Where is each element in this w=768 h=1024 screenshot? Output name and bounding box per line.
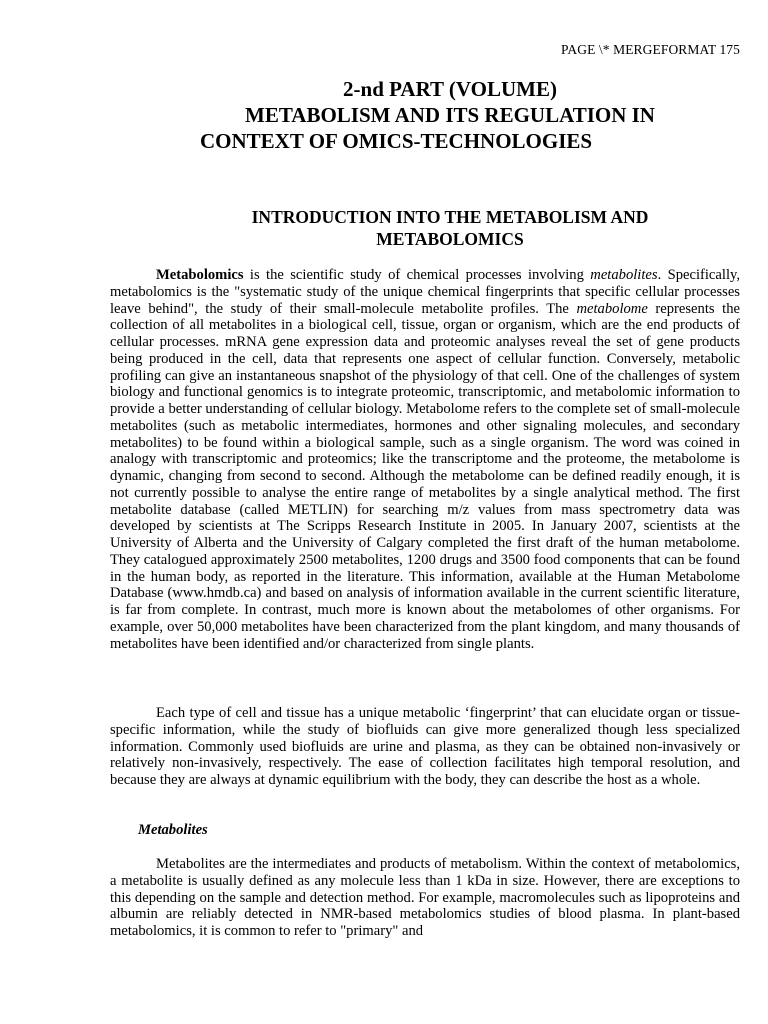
section-heading [190, 206, 710, 250]
term-metabolomics: Metabolomics [156, 267, 244, 283]
subheading-metabolites: Metabolites [138, 822, 208, 838]
paragraph-1-part-1: is the scientific study of chemical processes involving [243, 267, 591, 283]
part-title-line-2: METABOLISM AND ITS REGULATION IN [245, 103, 655, 127]
paragraph-1-text [110, 267, 740, 652]
page-number-field: PAGE \* MERGEFORMAT 175 [561, 42, 740, 57]
paragraph-2-text: Each type of cell and tissue has a unique metabolic ‘fingerprint’ that can elucidate organ or tissue-specific information, while the study of biofluids can give more generalized though less specialized information. Commonly used biofluids are urine and plasma, as they can be obtained non-invasively or relatively non-invasively, respectively. The ease of collection facilitates high temporal resolution, and because they are always at dynamic equilibrium with the body, they can describe the host as a whole. [110, 705, 740, 788]
section-heading-line-2: METABOLOMICS [376, 229, 524, 249]
part-title-line-1: 2-nd PART (VOLUME) [343, 77, 557, 101]
part-title [190, 76, 710, 154]
paragraph-1-part-3: represents the collection of all metabolites in a biological cell, tissue, organ or organism, which are the end products of cellular processes. mRNA gene expression data and proteomic analyses reveal the set of gene products being produced in the cell, data that represents one aspect of cellular function. Conversely, metabolic profiling can give an instantaneous snapshot of the physiology of that cell. One of the challenges of system biology and functional genomics is to integrate proteomic, transcriptomic, and metabolomic information to provide a better understanding of cellular biology. Metabolome refers to the complete set of small-molecule metabolites (such as metabolic intermediates, hormones and other signaling molecules, and secondary metabolites) to be found within a biological sample, such as a single organism. The word was coined in analogy with transcriptomic and proteomics; like the transcriptome and the proteome, the metabolome is dynamic, changing from second to second. Although the metabolome can be defined readily enough, it is not currently possible to analyse the entire range of metabolites by a single analytical method. The first metabolite database (called METLIN) for searching m/z values from mass spectrometry data was developed by scientists at The Scripps Research Institute in 2005. In January 2007, scientists at the University of Alberta and the University of Calgary completed the first draft of the human metabolome. They catalogued approximately 2500 metabolites, 1200 drugs and 3500 food components that can be found in the human body, as reported in the literature. This information, available at the Human Metabolome Database (www.hmdb.ca) and based on analysis of information available in the current scientific literature, is far from complete. In contrast, much more is known about the metabolomes of other organisms. For example, over 50,000 metabolites have been characterized from the plant kingdom, and many thousands of metabolites have been identified and/or characterized from single plants. [110, 300, 740, 652]
paragraph-3-text: Metabolites are the intermediates and products of metabolism. Within the context of metabolomics, a metabolite is usually defined as any molecule less than 1 kDa in size. However, there are exceptions to this depending on the sample and detection method. For example, macromolecules such as lipoproteins and albumin are reliably detected in NMR-based metabolomics studies of blood plasma. In plant-based metabolomics, it is common to refer to "primary" and [110, 856, 740, 939]
part-title-line-3: CONTEXT OF OMICS-TECHNOLOGIES [200, 129, 593, 153]
paragraph-fingerprint [110, 705, 740, 789]
paragraph-metabolites [110, 856, 740, 940]
term-metabolome: metabolome [576, 300, 648, 317]
paragraph-metabolomics [110, 267, 740, 652]
term-metabolites: metabolites [590, 267, 658, 283]
paragraph-1-part-2: . Specifically, metabolomics is the "systematic study of the unique chemical fingerprints that specific cellular processes leave behind", the study of their small-molecule metabolite profiles. The [110, 267, 740, 317]
section-heading-line-1: INTRODUCTION INTO THE METABOLISM AND [251, 207, 649, 227]
